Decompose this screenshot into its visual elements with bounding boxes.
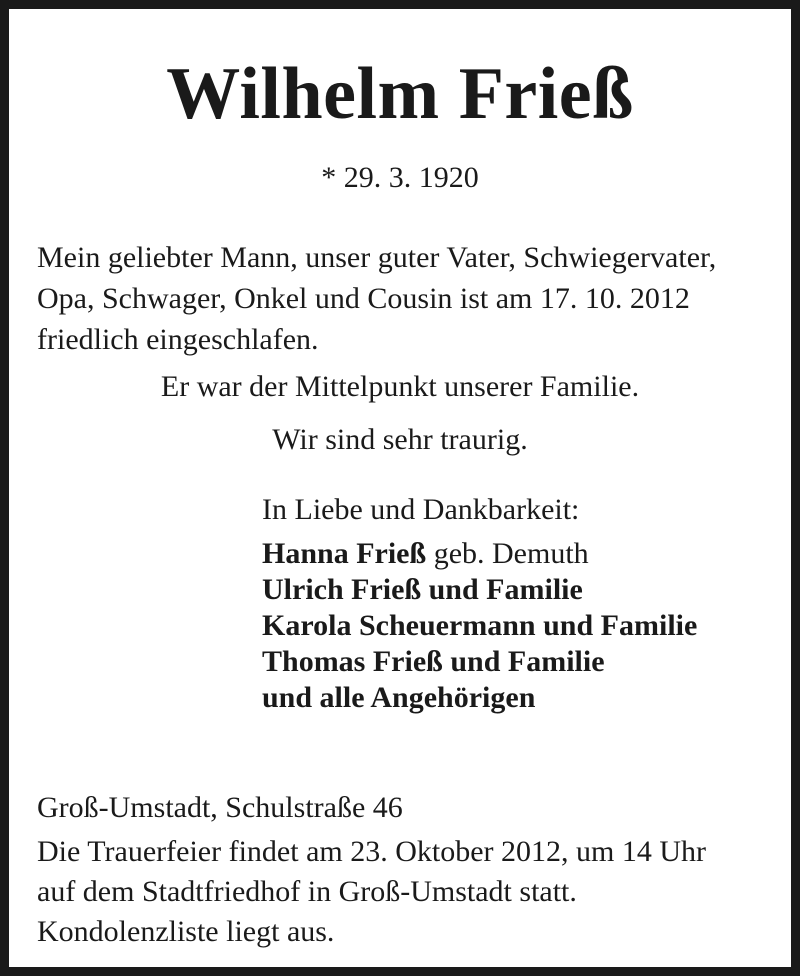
funeral-line: Die Trauerfeier findet am 23. Oktober 2012, um 14 Uhr bbox=[37, 835, 707, 868]
mourner-line: Thomas Frieß und Familie bbox=[262, 645, 605, 678]
sadness-line: Wir sind sehr traurig. bbox=[272, 423, 528, 456]
deceased-name: Wilhelm Frieß bbox=[166, 53, 634, 135]
birth-date: * 29. 3. 1920 bbox=[321, 161, 479, 194]
family-center-line: Er war der Mittelpunkt unserer Familie. bbox=[160, 370, 640, 403]
mourners-block bbox=[262, 492, 697, 716]
mourner-line: und alle Angehörigen bbox=[262, 681, 536, 714]
mourner-line: Ulrich Frieß und Familie bbox=[262, 573, 583, 606]
mourner-line: Karola Scheuermann und Familie bbox=[262, 609, 698, 642]
mourner-line bbox=[262, 536, 697, 572]
intro-line: friedlich eingeschlafen. bbox=[37, 323, 319, 356]
mourner-name-bold: Hanna Frieß bbox=[262, 537, 427, 570]
funeral-line: auf dem Stadtfriedhof in Groß-Umstadt statt. bbox=[37, 875, 577, 908]
intro-line: Mein geliebter Mann, unser guter Vater, Schwiegervater, bbox=[37, 241, 717, 274]
funeral-line: Kondolenzliste liegt aus. bbox=[37, 915, 335, 948]
mourner-name-suffix: geb. Demuth bbox=[426, 537, 589, 570]
mourners-heading: In Liebe und Dankbarkeit: bbox=[262, 493, 580, 526]
intro-paragraph bbox=[37, 237, 777, 360]
intro-line: Opa, Schwager, Onkel und Cousin ist am 17. 10. 2012 bbox=[37, 282, 690, 315]
address-line: Groß-Umstadt, Schulstraße 46 bbox=[37, 791, 403, 824]
footer-block bbox=[37, 788, 777, 952]
